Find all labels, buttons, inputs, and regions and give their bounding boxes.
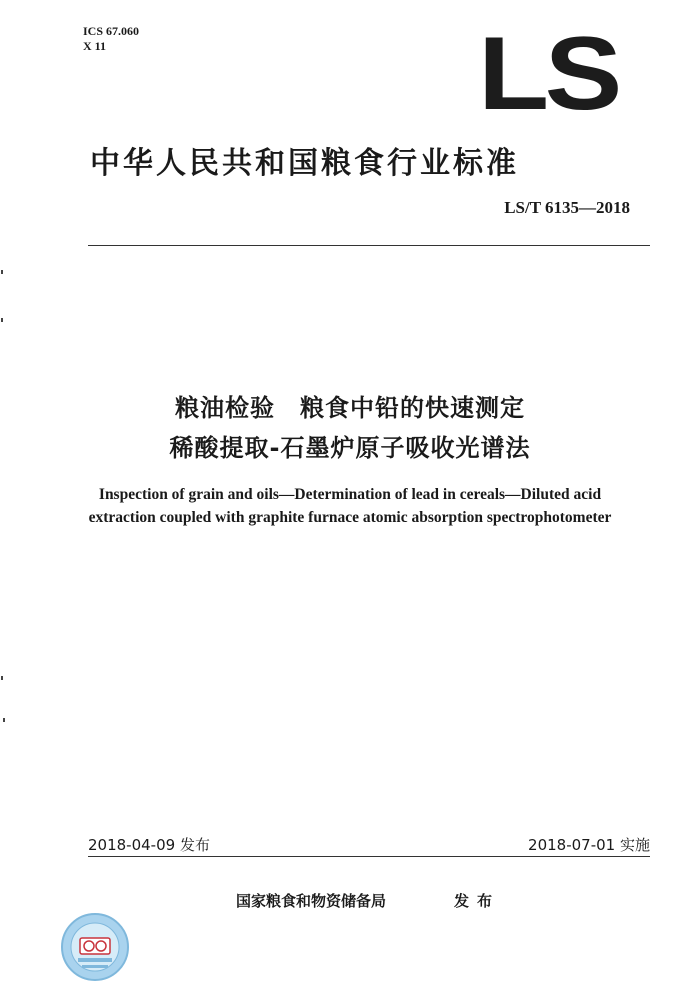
top-divider: [88, 245, 650, 246]
scan-mark: [1, 270, 3, 274]
implement-date: 2018-07-01 实施: [528, 836, 650, 854]
issue-date: 2018-04-09 发布: [88, 836, 210, 854]
issuing-authority: 国家粮食和物资储备局: [236, 892, 387, 910]
chinese-title-line-2: 稀酸提取-石墨炉原子吸收光谱法: [169, 434, 531, 462]
scan-mark: [3, 718, 5, 722]
bottom-divider: [88, 856, 650, 857]
standard-title: 中华人民共和国粮食行业标准: [90, 146, 519, 181]
scan-mark: [1, 318, 3, 322]
anti-counterfeit-stamp-icon: [60, 912, 130, 982]
chinese-title-line-1: 粮油检验 粮食中铅的快速测定: [175, 394, 525, 422]
ics-code: ICS 67.060: [83, 24, 140, 38]
english-title-line-2: extraction coupled with graphite furnace atomic absorption spectrophotometer: [88, 509, 612, 526]
english-title-line-1: Inspection of grain and oils—Determination of lead in cereals—Diluted acid: [98, 486, 602, 503]
ls-logo: LS: [478, 16, 618, 132]
classification-block: [83, 24, 139, 54]
scan-mark: [1, 676, 3, 680]
issue-label: 发布: [454, 892, 501, 910]
standard-code: LS/T 6135—2018: [504, 198, 630, 217]
class-code: X 11: [83, 39, 107, 53]
